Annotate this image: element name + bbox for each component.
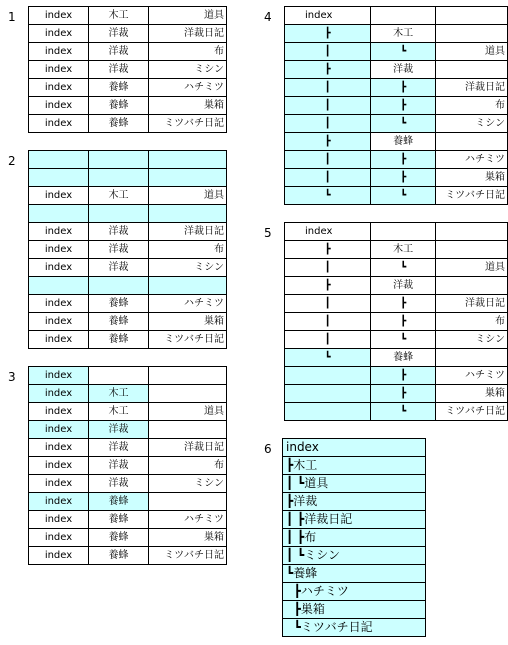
table-row (29, 511, 227, 529)
tree-cell: ┃ ┗ミシン (283, 547, 426, 565)
table-cell: 洋裁 (89, 25, 149, 43)
table-cell: 木工 (371, 25, 436, 43)
table-cell: 洋裁 (89, 439, 149, 457)
panel-5-table (284, 222, 508, 421)
table-cell: index (29, 367, 89, 385)
table-cell: 養蜂 (89, 97, 149, 115)
table-row (29, 385, 227, 403)
table-row (285, 349, 508, 367)
panel-3-table (28, 366, 227, 565)
table-cell (436, 241, 508, 259)
table-cell: 洋裁日記 (149, 25, 227, 43)
table-row (285, 25, 508, 43)
table-row (285, 133, 508, 151)
table-cell: ミツバチ日記 (436, 403, 508, 421)
table-cell: 巣箱 (149, 529, 227, 547)
table-cell (371, 223, 436, 241)
table-row (29, 529, 227, 547)
table-cell (149, 367, 227, 385)
table-row (29, 421, 227, 439)
table-row (285, 241, 508, 259)
table-row (285, 367, 508, 385)
table-cell: 道具 (149, 7, 227, 25)
table-cell: ┣ (371, 385, 436, 403)
tree-cell: ┃ ┣洋裁日記 (283, 511, 426, 529)
tree-cell: index (283, 439, 426, 457)
table-row (29, 439, 227, 457)
tree-row (283, 619, 426, 637)
table-cell: ┗ (285, 349, 371, 367)
table-cell (29, 151, 89, 169)
tree-row (283, 475, 426, 493)
table-cell (149, 151, 227, 169)
table-cell: ┗ (371, 43, 436, 61)
table-cell: 木工 (89, 187, 149, 205)
table-cell: index (29, 511, 89, 529)
step-number-2: 2 (8, 154, 16, 168)
table-cell: 巣箱 (436, 169, 508, 187)
table-row (29, 25, 227, 43)
table-cell (285, 367, 371, 385)
table-cell (436, 133, 508, 151)
table-cell: 洋裁 (89, 475, 149, 493)
table-cell: 洋裁 (89, 457, 149, 475)
table-cell: ミツバチ日記 (149, 547, 227, 565)
table-cell: ┣ (371, 295, 436, 313)
table-cell: ┃ (285, 169, 371, 187)
tree-row (283, 493, 426, 511)
table-row (29, 205, 227, 223)
table-cell: index (29, 241, 89, 259)
table-cell: 養蜂 (371, 349, 436, 367)
tree-cell: ┣洋裁 (283, 493, 426, 511)
table-row (29, 493, 227, 511)
table-cell: 道具 (149, 403, 227, 421)
table-cell: index (29, 187, 89, 205)
table-row (29, 115, 227, 133)
table-cell (436, 349, 508, 367)
table-cell: index (29, 457, 89, 475)
step-number-3: 3 (8, 370, 16, 384)
table-cell: index (29, 475, 89, 493)
table-row (285, 331, 508, 349)
table-cell: 洋裁日記 (149, 439, 227, 457)
table-cell: index (29, 43, 89, 61)
tree-cell: ┃ ┣布 (283, 529, 426, 547)
table-cell: 布 (149, 241, 227, 259)
tree-cell: ┣木工 (283, 457, 426, 475)
table-cell (149, 169, 227, 187)
table-cell: index (29, 25, 89, 43)
table-cell (89, 151, 149, 169)
table-cell: ┗ (371, 115, 436, 133)
table-cell: 養蜂 (89, 115, 149, 133)
table-cell (29, 277, 89, 295)
table-cell (29, 205, 89, 223)
table-cell: ハチミツ (436, 367, 508, 385)
table-row (285, 403, 508, 421)
tree-cell: ┗ミツバチ日記 (283, 619, 426, 637)
table-cell: ┃ (285, 79, 371, 97)
table-row (285, 313, 508, 331)
table-cell: ミツバチ日記 (149, 115, 227, 133)
table-cell: ┣ (371, 169, 436, 187)
table-cell: ┗ (371, 331, 436, 349)
table-cell: index (29, 331, 89, 349)
table-row (285, 259, 508, 277)
table-cell: ┗ (371, 259, 436, 277)
table-cell: 洋裁 (89, 61, 149, 79)
tree-row (283, 511, 426, 529)
table-row (29, 61, 227, 79)
table-cell: ┣ (285, 277, 371, 295)
table-cell (29, 169, 89, 187)
tree-cell: ┣ハチミツ (283, 583, 426, 601)
table-cell: index (29, 79, 89, 97)
table-cell: ミシン (149, 61, 227, 79)
table-cell: 養蜂 (89, 493, 149, 511)
table-row (285, 187, 508, 205)
table-cell: 養蜂 (89, 295, 149, 313)
table-cell: ┣ (371, 151, 436, 169)
table-cell: 養蜂 (89, 529, 149, 547)
table-row (29, 367, 227, 385)
table-cell: index (29, 385, 89, 403)
table-cell: 洋裁 (89, 43, 149, 61)
table-cell: ┣ (285, 61, 371, 79)
table-cell: ミシン (436, 115, 508, 133)
table-cell: ミツバチ日記 (436, 187, 508, 205)
table-row (285, 151, 508, 169)
table-cell: 木工 (371, 241, 436, 259)
table-cell: 洋裁日記 (436, 79, 508, 97)
table-cell: ハチミツ (436, 151, 508, 169)
table-row (285, 7, 508, 25)
table-row (29, 547, 227, 565)
table-cell: 洋裁 (89, 421, 149, 439)
step-number-5: 5 (264, 226, 272, 240)
tree-row (283, 565, 426, 583)
table-cell: ┃ (285, 43, 371, 61)
table-row (285, 223, 508, 241)
table-cell (149, 421, 227, 439)
table-row (29, 169, 227, 187)
table-cell: ┣ (371, 97, 436, 115)
table-row (29, 223, 227, 241)
table-row (29, 241, 227, 259)
table-cell: 養蜂 (89, 313, 149, 331)
table-cell: ミシン (149, 259, 227, 277)
table-cell (436, 7, 508, 25)
table-cell: ┣ (371, 313, 436, 331)
table-cell: ハチミツ (149, 295, 227, 313)
table-row (285, 79, 508, 97)
table-row (29, 403, 227, 421)
table-cell (371, 7, 436, 25)
table-cell (89, 367, 149, 385)
table-row (285, 385, 508, 403)
table-cell: 洋裁 (371, 61, 436, 79)
tree-row (283, 583, 426, 601)
table-cell (89, 205, 149, 223)
table-row (29, 97, 227, 115)
table-cell (436, 223, 508, 241)
table-cell: 木工 (89, 7, 149, 25)
tree-row (283, 547, 426, 565)
table-cell: 洋裁 (89, 241, 149, 259)
table-row (29, 295, 227, 313)
table-cell: ミツバチ日記 (149, 331, 227, 349)
table-cell: ┃ (285, 259, 371, 277)
table-cell (89, 169, 149, 187)
table-cell (149, 385, 227, 403)
table-cell (149, 205, 227, 223)
table-row (29, 331, 227, 349)
table-cell: ハチミツ (149, 79, 227, 97)
table-cell: index (29, 259, 89, 277)
table-cell: 洋裁 (371, 277, 436, 295)
table-cell: index (29, 439, 89, 457)
table-row (29, 7, 227, 25)
step-number-1: 1 (8, 10, 16, 24)
table-cell: 巣箱 (149, 97, 227, 115)
table-cell (436, 25, 508, 43)
table-row (29, 277, 227, 295)
table-cell: ┃ (285, 295, 371, 313)
table-cell: ┣ (285, 133, 371, 151)
table-cell (285, 385, 371, 403)
table-cell: ミシン (149, 475, 227, 493)
tree-cell: ┣巣箱 (283, 601, 426, 619)
table-cell (436, 277, 508, 295)
table-cell (149, 277, 227, 295)
panel-2-table (28, 150, 227, 349)
table-cell: ┣ (285, 241, 371, 259)
table-cell: ハチミツ (149, 511, 227, 529)
table-row (29, 475, 227, 493)
table-row (29, 43, 227, 61)
table-cell (149, 493, 227, 511)
table-cell: index (29, 61, 89, 79)
table-cell: index (285, 7, 371, 25)
tree-row (283, 601, 426, 619)
table-row (285, 43, 508, 61)
table-cell: index (29, 223, 89, 241)
table-cell: 巣箱 (149, 313, 227, 331)
table-row (29, 313, 227, 331)
step-number-4: 4 (264, 10, 272, 24)
table-cell: ┃ (285, 115, 371, 133)
table-cell: 養蜂 (89, 547, 149, 565)
table-row (285, 295, 508, 313)
table-cell: ┗ (371, 187, 436, 205)
table-cell: 木工 (89, 385, 149, 403)
table-cell: index (29, 295, 89, 313)
table-row (285, 97, 508, 115)
table-cell: index (29, 115, 89, 133)
table-cell: index (29, 313, 89, 331)
table-row (29, 259, 227, 277)
table-cell: 洋裁日記 (436, 295, 508, 313)
table-cell: 木工 (89, 403, 149, 421)
panel-4-table (284, 6, 508, 205)
table-cell (285, 403, 371, 421)
table-cell: 洋裁 (89, 259, 149, 277)
table-cell: ┃ (285, 97, 371, 115)
table-row (29, 79, 227, 97)
panel-6-tree-table (282, 438, 426, 637)
table-cell (89, 277, 149, 295)
table-cell: index (29, 529, 89, 547)
table-row (29, 151, 227, 169)
table-cell: 道具 (436, 259, 508, 277)
table-cell: ┗ (285, 187, 371, 205)
tree-row (283, 457, 426, 475)
table-row (285, 115, 508, 133)
table-cell: ┣ (285, 25, 371, 43)
table-row (29, 457, 227, 475)
table-cell: 洋裁 (89, 223, 149, 241)
table-cell: 道具 (149, 187, 227, 205)
tree-cell: ┃ ┗道具 (283, 475, 426, 493)
table-cell: 道具 (436, 43, 508, 61)
table-cell: 布 (149, 43, 227, 61)
table-cell: ┗ (371, 403, 436, 421)
table-cell: 布 (436, 97, 508, 115)
table-cell (436, 61, 508, 79)
table-row (29, 187, 227, 205)
table-cell: index (285, 223, 371, 241)
table-cell: 養蜂 (89, 331, 149, 349)
table-cell: ┃ (285, 313, 371, 331)
table-cell: index (29, 403, 89, 421)
table-cell: 養蜂 (89, 79, 149, 97)
table-cell: index (29, 97, 89, 115)
table-row (285, 169, 508, 187)
table-row (285, 61, 508, 79)
table-cell: 洋裁日記 (149, 223, 227, 241)
table-cell: ┣ (371, 79, 436, 97)
table-cell: ミシン (436, 331, 508, 349)
step-number-6: 6 (264, 442, 272, 456)
table-cell: index (29, 547, 89, 565)
table-row (285, 277, 508, 295)
table-cell: ┃ (285, 331, 371, 349)
table-cell: 養蜂 (371, 133, 436, 151)
panel-1-table (28, 6, 227, 133)
table-cell: index (29, 7, 89, 25)
table-cell: 布 (436, 313, 508, 331)
table-cell: 布 (149, 457, 227, 475)
tree-row (283, 529, 426, 547)
table-cell: 巣箱 (436, 385, 508, 403)
table-cell: ┃ (285, 151, 371, 169)
table-cell: index (29, 493, 89, 511)
table-cell: 養蜂 (89, 511, 149, 529)
tree-row (283, 439, 426, 457)
table-cell: ┣ (371, 367, 436, 385)
tree-cell: ┗養蜂 (283, 565, 426, 583)
table-cell: index (29, 421, 89, 439)
